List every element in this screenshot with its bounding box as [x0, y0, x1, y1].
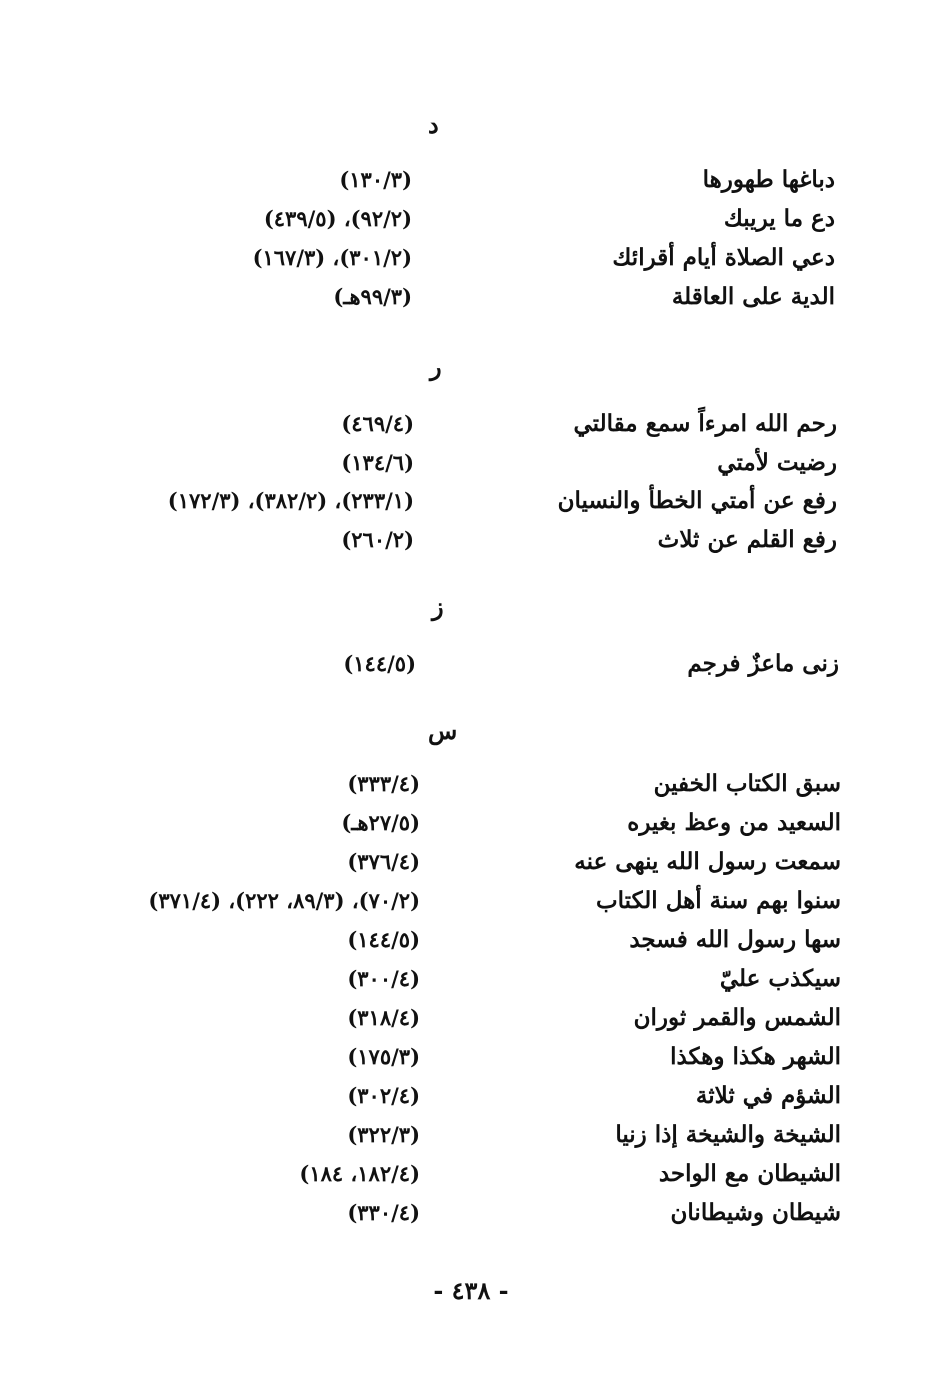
hadith-reference: (١٣٠/٣) — [339, 167, 412, 192]
hadith-text: رضيت لأمتي — [717, 449, 837, 476]
list-item — [0, 805, 942, 841]
hadith-text: دباغها طهورها — [702, 166, 835, 193]
list-item — [0, 1195, 942, 1231]
list-item — [0, 922, 942, 958]
hadith-reference: (١٧٥/٣) — [347, 1044, 420, 1069]
list-item — [0, 522, 942, 558]
hadith-text: الشمس والقمر ثوران — [633, 1004, 841, 1031]
list-item — [0, 1156, 942, 1192]
section-letter: د — [428, 110, 439, 139]
list-item — [0, 445, 942, 481]
hadith-reference: (٢٧/٥هـ) — [341, 810, 420, 835]
hadith-text: السعيد من وعظ بغيره — [627, 809, 841, 836]
hadith-reference: (٧٠/٢)، (٨٩/٣، ٢٢٢)، (٣٧١/٤) — [148, 888, 420, 913]
section-letter: ز — [432, 592, 444, 621]
hadith-text: رفع عن أمتي الخطأ والنسيان — [557, 487, 837, 514]
list-item — [0, 646, 942, 682]
list-item — [0, 1039, 942, 1075]
hadith-reference: (٩٩/٣هـ) — [333, 284, 412, 309]
hadith-reference: (٤٦٩/٤) — [341, 411, 414, 436]
hadith-text: الشيطان مع الواحد — [658, 1160, 841, 1187]
hadith-text: سنوا بهم سنة أهل الكتاب — [595, 887, 841, 914]
hadith-reference: (٣٢٢/٣) — [347, 1122, 420, 1147]
hadith-reference: (٣٣٠/٤) — [347, 1200, 420, 1225]
hadith-reference: (٣٠٠/٤) — [347, 966, 420, 991]
list-item — [0, 1117, 942, 1153]
list-item — [0, 1000, 942, 1036]
page-number: - ٤٣٨ - — [433, 1276, 509, 1305]
hadith-reference: (٩٢/٢)، (٤٣٩/٥) — [263, 206, 412, 231]
list-item — [0, 240, 942, 276]
section-letter: ر — [430, 352, 442, 381]
hadith-reference: (٣٠٢/٤) — [347, 1083, 420, 1108]
hadith-reference: (٣٠١/٢)، (١٦٧/٣) — [252, 245, 412, 270]
hadith-text: سمعت رسول الله ينهى عنه — [574, 848, 841, 875]
hadith-reference: (٣٧٦/٤) — [347, 849, 420, 874]
list-item — [0, 162, 942, 198]
hadith-text: دعي الصلاة أيام أقرائك — [612, 244, 835, 271]
hadith-text: الشهر هكذا وهكذا — [670, 1043, 841, 1070]
hadith-text: سبق الكتاب الخفين — [653, 770, 841, 797]
hadith-text: رحم الله امرءاً سمع مقالتي — [573, 410, 837, 437]
hadith-text: الدية على العاقلة — [671, 283, 835, 310]
hadith-text: الشيخة والشيخة إذا زنيا — [615, 1121, 841, 1148]
list-item — [0, 844, 942, 880]
list-item — [0, 961, 942, 997]
hadith-reference: (٣١٨/٤) — [347, 1005, 420, 1030]
list-item — [0, 1078, 942, 1114]
hadith-text: سها رسول الله فسجد — [629, 926, 841, 953]
hadith-reference: (٢٣٣/١)، (٣٨٢/٢)، (١٧٢/٣) — [167, 488, 414, 513]
list-item — [0, 201, 942, 237]
hadith-text: الشؤم في ثلاثة — [695, 1082, 841, 1109]
list-item — [0, 279, 942, 315]
hadith-reference: (١٤٤/٥) — [347, 927, 420, 952]
hadith-reference: (١٤٤/٥) — [343, 651, 416, 676]
hadith-text: شيطان وشيطانان — [670, 1199, 841, 1226]
hadith-reference: (١٣٤/٦) — [341, 450, 414, 475]
hadith-text: سيكذب عليّ — [719, 965, 841, 992]
hadith-text: رفع القلم عن ثلاث — [657, 526, 837, 553]
list-item — [0, 766, 942, 802]
list-item — [0, 483, 942, 519]
hadith-reference: (٢٦٠/٢) — [341, 527, 414, 552]
section-letter: س — [428, 716, 458, 745]
list-item — [0, 883, 942, 919]
hadith-text: زنى ماعزٌ فرجم — [687, 650, 839, 677]
hadith-reference: (١٨٢/٤، ١٨٤) — [299, 1161, 420, 1186]
hadith-text: دع ما يريبك — [723, 205, 835, 232]
hadith-reference: (٣٣٣/٤) — [347, 771, 420, 796]
list-item — [0, 406, 942, 442]
